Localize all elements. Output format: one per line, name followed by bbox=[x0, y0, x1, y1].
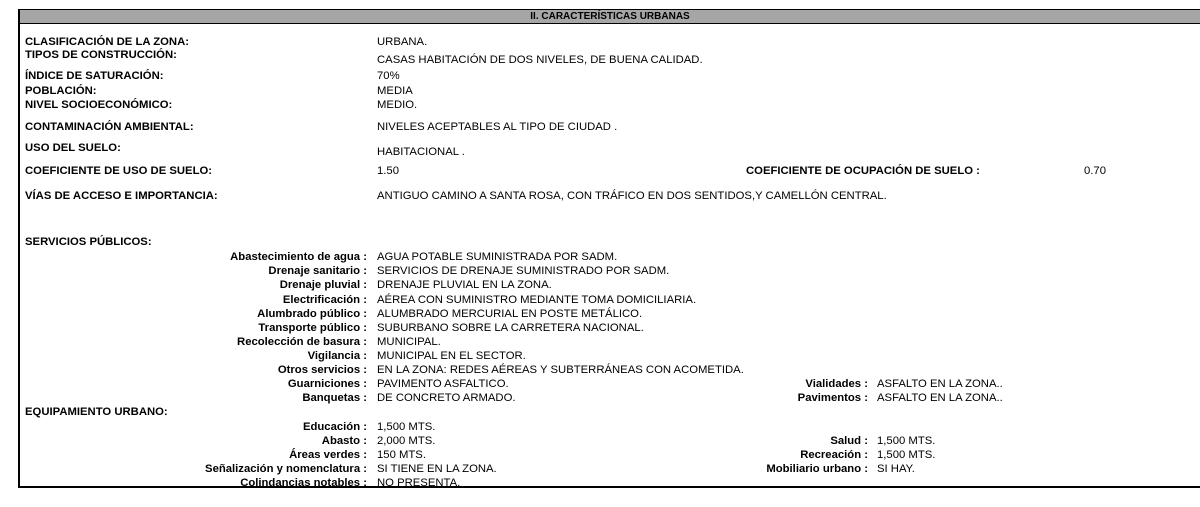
label-alumbrado-publico: Alumbrado público : bbox=[257, 308, 367, 320]
label-vialidades: Vialidades : bbox=[805, 378, 868, 390]
label-drenaje-sanitario: Drenaje sanitario : bbox=[268, 265, 367, 277]
heading-servicios-publicos: SERVICIOS PÚBLICOS: bbox=[25, 236, 152, 248]
value-senalizacion: SI TIENE EN LA ZONA. bbox=[377, 463, 497, 475]
value-educacion: 1,500 MTS. bbox=[377, 421, 436, 433]
value-abastecimiento-agua: AGUA POTABLE SUMINISTRADA POR SADM. bbox=[377, 251, 618, 263]
label-banquetas: Banquetas : bbox=[302, 392, 367, 404]
label-coef-ocupacion-suelo: COEFICIENTE DE OCUPACIÓN DE SUELO : bbox=[746, 165, 980, 177]
label-recreacion: Recreación : bbox=[800, 449, 868, 461]
value-recoleccion-basura: MUNICIPAL. bbox=[377, 336, 441, 348]
value-clasificacion: URBANA. bbox=[377, 36, 428, 48]
value-guarniciones: PAVIMENTO ASFALTICO. bbox=[377, 378, 509, 390]
heading-equipamiento-urbano: EQUIPAMIENTO URBANO: bbox=[25, 406, 168, 418]
value-vialidades: ASFALTO EN LA ZONA.. bbox=[877, 378, 1003, 390]
value-recreacion: 1,500 MTS. bbox=[877, 449, 936, 461]
value-indice-saturacion: 70% bbox=[377, 70, 400, 82]
label-coef-uso-suelo: COEFICIENTE DE USO DE SUELO: bbox=[25, 165, 213, 177]
value-banquetas: DE CONCRETO ARMADO. bbox=[377, 392, 516, 404]
label-mobiliario-urbano: Mobiliario urbano : bbox=[766, 463, 868, 475]
value-uso-suelo: HABITACIONAL . bbox=[377, 146, 465, 158]
section-title: II. CARACTERÍSTICAS URBANAS bbox=[20, 10, 1200, 24]
value-drenaje-sanitario: SERVICIOS DE DRENAJE SUMINISTRADO POR SADM. bbox=[377, 265, 670, 277]
label-transporte-publico: Transporte público : bbox=[258, 322, 367, 334]
label-pavimentos: Pavimentos : bbox=[797, 392, 868, 404]
label-contaminacion: CONTAMINACIÓN AMBIENTAL: bbox=[25, 121, 194, 133]
value-pavimentos: ASFALTO EN LA ZONA.. bbox=[877, 392, 1003, 404]
label-areas-verdes: Áreas verdes : bbox=[289, 449, 367, 461]
urban-characteristics-sheet bbox=[18, 9, 1200, 488]
value-alumbrado-publico: ALUMBRADO MERCURIAL EN POSTE METÁLICO. bbox=[377, 308, 643, 320]
label-abastecimiento-agua: Abastecimiento de agua : bbox=[230, 251, 367, 263]
value-tipos-construccion: CASAS HABITACIÓN DE DOS NIVELES, DE BUENA CALIDAD. bbox=[377, 54, 703, 66]
value-otros-servicios: EN LA ZONA: REDES AÉREAS Y SUBTERRÁNEAS CON ACOMETIDA. bbox=[377, 364, 744, 376]
value-salud: 1,500 MTS. bbox=[877, 435, 936, 447]
value-drenaje-pluvial: DRENAJE PLUVIAL EN LA ZONA. bbox=[377, 279, 552, 291]
label-poblacion: POBLACIÓN: bbox=[25, 85, 97, 97]
label-salud: Salud : bbox=[830, 435, 868, 447]
label-electrificacion: Electrificación : bbox=[282, 294, 367, 306]
label-drenaje-pluvial: Drenaje pluvial : bbox=[279, 279, 367, 291]
label-abasto: Abasto : bbox=[321, 435, 367, 447]
label-colindancias: Colindancias notables : bbox=[240, 477, 367, 489]
value-coef-uso-suelo: 1.50 bbox=[377, 165, 399, 177]
value-electrificacion: AÉREA CON SUMINISTRO MEDIANTE TOMA DOMICILIARIA. bbox=[377, 294, 697, 306]
value-poblacion: MEDIA bbox=[377, 85, 413, 97]
label-recoleccion-basura: Recolección de basura : bbox=[237, 336, 367, 348]
label-tipos-construccion: TIPOS DE CONSTRUCCIÓN: bbox=[25, 49, 177, 61]
label-senalizacion: Señalización y nomenclatura : bbox=[205, 463, 367, 475]
value-vias-acceso: ANTIGUO CAMINO A SANTA ROSA, CON TRÁFICO EN DOS SENTIDOS,Y CAMELLÓN CENTRAL. bbox=[377, 190, 887, 202]
value-nivel-socioeconomico: MEDIO. bbox=[377, 99, 418, 111]
label-vias-acceso: VÍAS DE ACCESO E IMPORTANCIA: bbox=[25, 190, 218, 202]
value-mobiliario-urbano: SI HAY. bbox=[877, 463, 915, 475]
label-clasificacion: CLASIFICACIÓN DE LA ZONA: bbox=[25, 36, 190, 48]
label-educacion: Educación : bbox=[302, 421, 367, 433]
value-vigilancia: MUNICIPAL EN EL SECTOR. bbox=[377, 350, 526, 362]
value-colindancias: NO PRESENTA. bbox=[377, 477, 461, 489]
label-vigilancia: Vigilancia : bbox=[307, 350, 367, 362]
value-areas-verdes: 150 MTS. bbox=[377, 449, 426, 461]
label-uso-suelo: USO DEL SUELO: bbox=[25, 142, 121, 154]
value-contaminacion: NIVELES ACEPTABLES AL TIPO DE CIUDAD . bbox=[377, 121, 618, 133]
label-guarniciones: Guarniciones : bbox=[287, 378, 367, 390]
label-indice-saturacion: ÍNDICE DE SATURACIÓN: bbox=[25, 70, 164, 82]
value-transporte-publico: SUBURBANO SOBRE LA CARRETERA NACIONAL. bbox=[377, 322, 644, 334]
value-coef-ocupacion-suelo: 0.70 bbox=[1084, 165, 1106, 177]
value-abasto: 2,000 MTS. bbox=[377, 435, 436, 447]
label-otros-servicios: Otros servicios : bbox=[277, 364, 367, 376]
label-nivel-socioeconomico: NIVEL SOCIOECONÓMICO: bbox=[25, 99, 173, 111]
